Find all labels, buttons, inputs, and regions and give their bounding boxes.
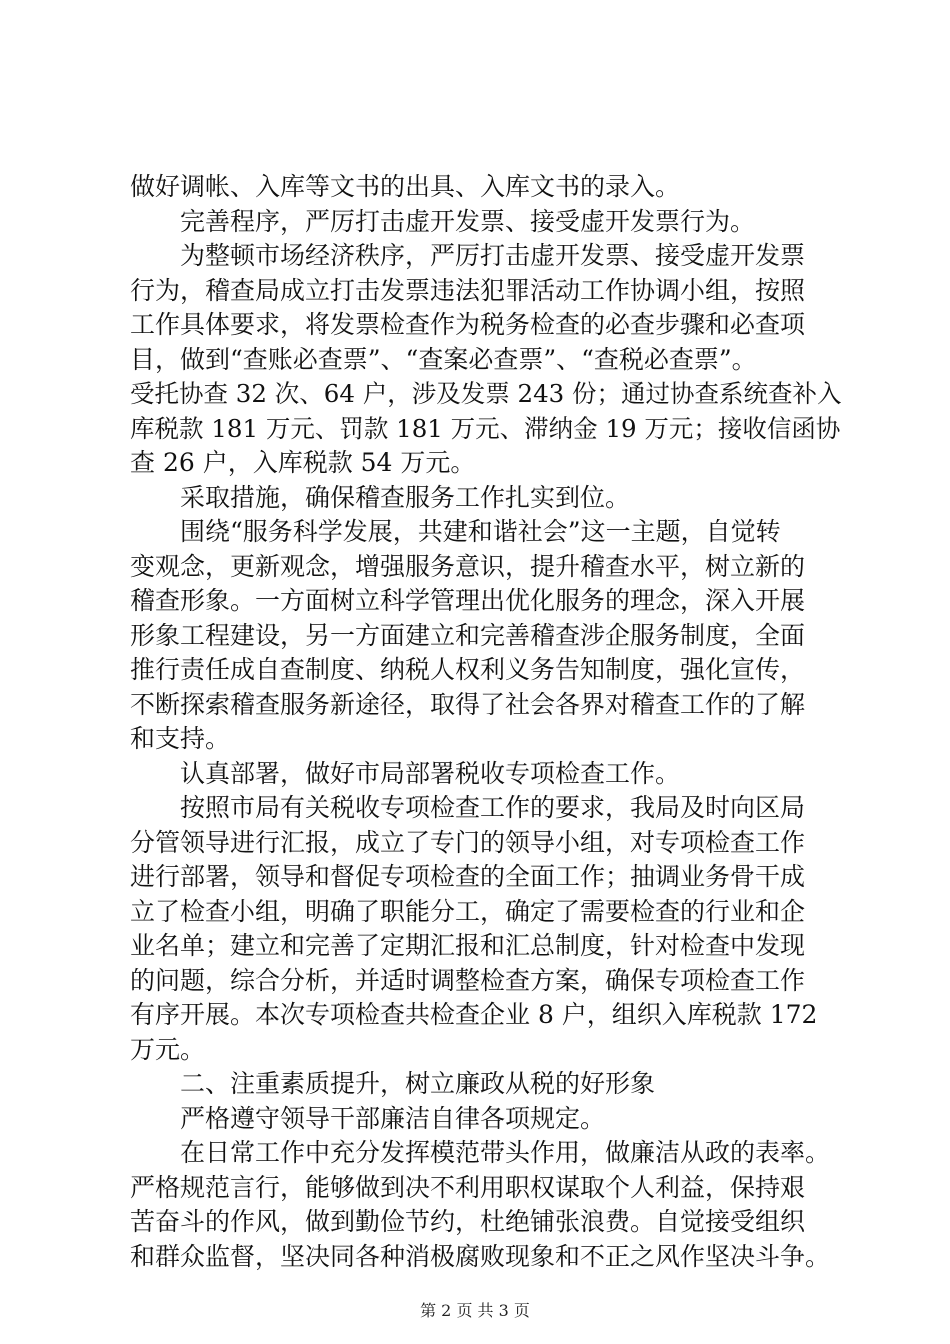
text-line: 进行部署，领导和督促专项检查的全面工作；抽调业务骨干成 bbox=[130, 862, 806, 891]
text-line: 有序开展。本次专项检查共检查企业 8 户，组织入库税款 172 bbox=[130, 1000, 818, 1029]
text-line: 做好调帐、入库等文书的出具、入库文书的录入。 bbox=[130, 172, 681, 201]
text-line: 的问题，综合分析，并适时调整检查方案，确保专项检查工作 bbox=[130, 965, 806, 995]
text-line: 业名单；建立和完善了定期汇报和汇总制度，针对检查中发现 bbox=[130, 931, 806, 960]
text-line: 目，做到“查账必查票”、“查案必查票”、“查税必查票”。 bbox=[130, 344, 757, 374]
text-line: 工作具体要求，将发票检查作为税务检查的必查步骤和必查项 bbox=[130, 310, 806, 339]
text-line: 分管领导进行汇报，成立了专门的领导小组，对专项检查工作 bbox=[130, 827, 806, 857]
text-line: 认真部署，做好市局部署税收专项检查工作。 bbox=[180, 758, 681, 788]
text-line: 在日常工作中充分发挥模范带头作用，做廉洁从政的表率。 bbox=[180, 1138, 831, 1167]
text-line: 严格规范言行，能够做到决不利用职权谋取个人利益，保持艰 bbox=[130, 1172, 806, 1202]
text-line: 推行责任成自查制度、纳税人权利义务告知制度，强化宣传， bbox=[130, 655, 806, 684]
text-line: 二、注重素质提升，树立廉政从税的好形象 bbox=[180, 1069, 656, 1098]
page-footer: 第 2 页 共 3 页 bbox=[420, 1301, 530, 1320]
text-line: 完善程序，严厉打击虚开发票、接受虚开发票行为。 bbox=[180, 206, 756, 236]
text-line: 为整顿市场经济秩序，严厉打击虚开发票、接受虚开发票 bbox=[180, 241, 806, 270]
text-line: 苦奋斗的作风，做到勤俭节约，杜绝铺张浪费。自觉接受组织 bbox=[130, 1207, 806, 1236]
text-line: 万元。 bbox=[130, 1034, 206, 1064]
document-body bbox=[130, 170, 845, 1274]
text-line: 严格遵守领导干部廉洁自律各项规定。 bbox=[180, 1103, 606, 1133]
text-line: 和支持。 bbox=[130, 724, 231, 753]
text-line: 库税款 181 万元、罚款 181 万元、滞纳金 19 万元；接收信函协 bbox=[130, 413, 841, 443]
text-line: 围绕“服务科学发展，共建和谐社会”这一主题，自觉转 bbox=[180, 517, 781, 546]
text-line: 变观念，更新观念，增强服务意识，提升稽查水平，树立新的 bbox=[130, 551, 806, 581]
text-line: 和群众监督，坚决同各种消极腐败现象和不正之风作坚决斗争。 bbox=[130, 1241, 831, 1271]
text-line: 受托协查 32 次、64 户，涉及发票 243 份；通过协查系统查补入 bbox=[130, 379, 842, 408]
text-line: 立了检查小组，明确了职能分工，确定了需要检查的行业和企 bbox=[130, 896, 806, 926]
text-line: 查 26 户，入库税款 54 万元。 bbox=[130, 448, 476, 477]
text-line: 采取措施，确保稽查服务工作扎实到位。 bbox=[180, 482, 631, 512]
text-line: 行为，稽查局成立打击发票违法犯罪活动工作协调小组，按照 bbox=[130, 275, 806, 305]
text-line: 不断探索稽查服务新途径，取得了社会各界对稽查工作的了解 bbox=[130, 689, 806, 719]
text-line: 按照市局有关税收专项检查工作的要求，我局及时向区局 bbox=[180, 793, 806, 822]
text-line: 稽查形象。一方面树立科学管理出优化服务的理念，深入开展 bbox=[130, 586, 806, 615]
text-line: 形象工程建设，另一方面建立和完善稽查涉企服务制度，全面 bbox=[130, 620, 806, 650]
